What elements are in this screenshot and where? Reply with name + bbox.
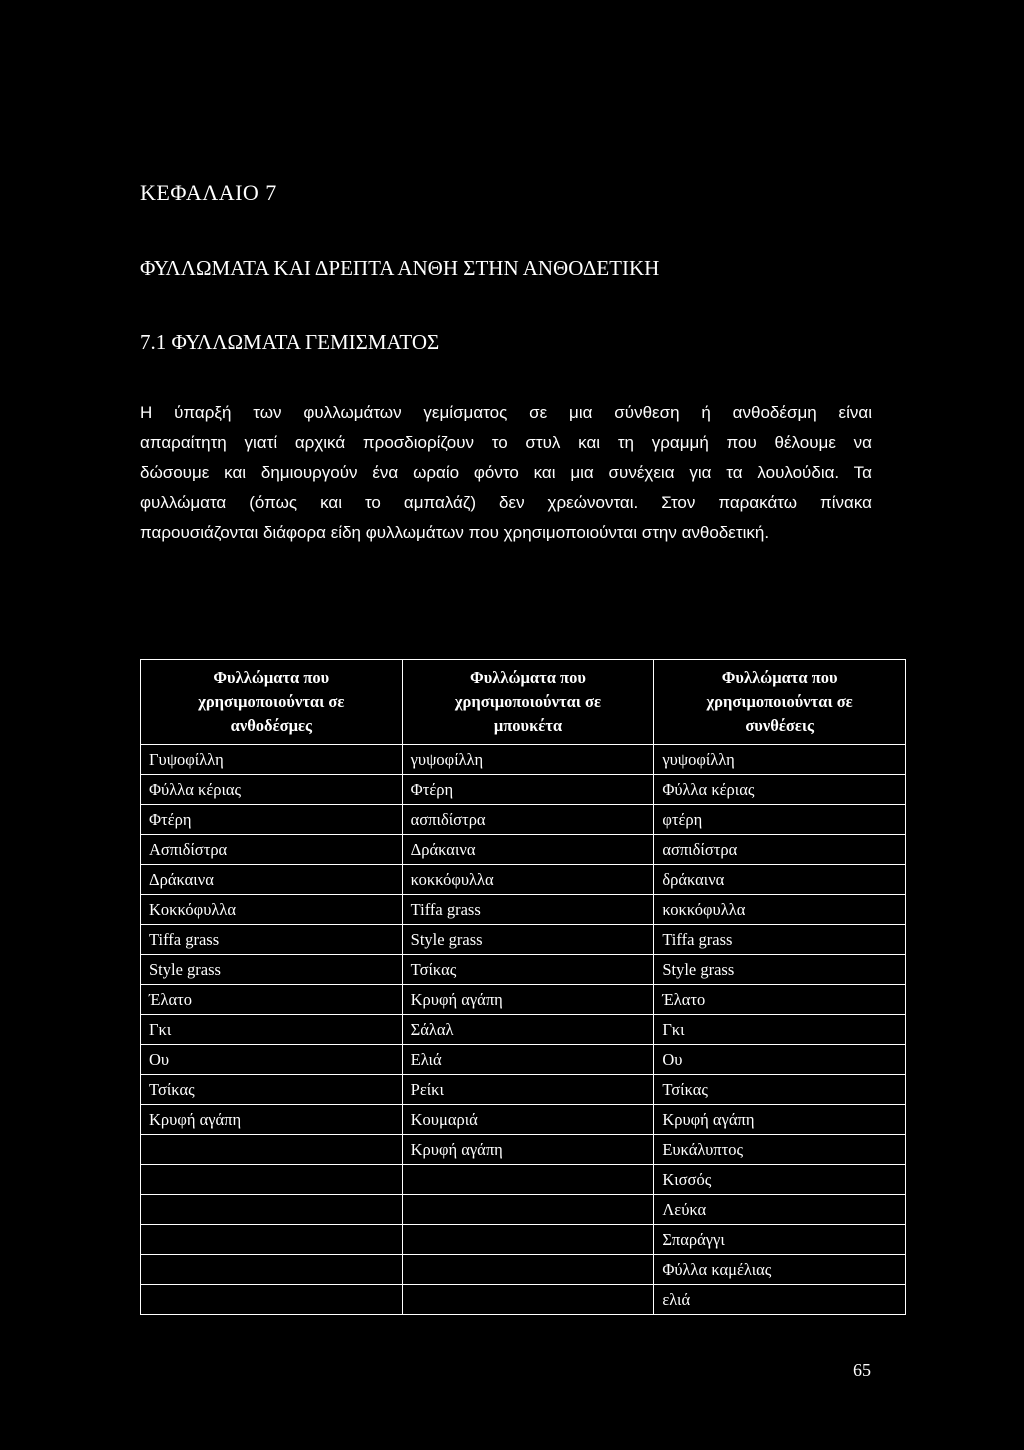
column-header-line: χρησιμοποιούνται σε <box>706 692 853 711</box>
table-cell <box>141 1225 403 1255</box>
table-row <box>141 1045 906 1075</box>
table-cell: Ασπιδίστρα <box>141 835 403 865</box>
table-row <box>141 1015 906 1045</box>
table-row <box>141 1135 906 1165</box>
table-header-row <box>141 660 906 745</box>
table-cell: φτέρη <box>654 805 906 835</box>
table-cell: Ελιά <box>402 1045 654 1075</box>
chapter-title: ΦΥΛΛΩΜΑΤΑ ΚΑΙ ΔΡΕΠΤΑ ΑΝΘΗ ΣΤΗΝ ΑΝΘΟΔΕΤΙΚΗ <box>140 256 660 280</box>
table-cell: Γκι <box>654 1015 906 1045</box>
column-header-line: χρησιμοποιούνται σε <box>198 692 345 711</box>
table-row <box>141 865 906 895</box>
column-header <box>654 660 906 745</box>
table-row <box>141 925 906 955</box>
table-cell: Φτέρη <box>402 775 654 805</box>
table-cell: Λεύκα <box>654 1195 906 1225</box>
column-header-line: συνθέσεις <box>745 716 814 735</box>
table-row <box>141 1195 906 1225</box>
table-row <box>141 1285 906 1315</box>
table-row <box>141 1255 906 1285</box>
paragraph-line: απαραίτητη γιατί αρχικά προσδιορίζουν το στυλ και τη γραμμή που θέλουμε να <box>140 433 872 452</box>
table-cell: Φύλλα καμέλιας <box>654 1255 906 1285</box>
table-row <box>141 1225 906 1255</box>
table-cell: Τσίκας <box>402 955 654 985</box>
table-cell: Φτέρη <box>141 805 403 835</box>
table-cell <box>402 1195 654 1225</box>
table-body <box>141 745 906 1315</box>
table-cell: Tiffa grass <box>141 925 403 955</box>
column-header-line: Φυλλώματα που <box>213 668 330 687</box>
table-cell <box>141 1165 403 1195</box>
table-cell: δράκαινα <box>654 865 906 895</box>
column-header <box>402 660 654 745</box>
table-cell: Σπαράγγι <box>654 1225 906 1255</box>
table-row <box>141 1075 906 1105</box>
section-heading: 7.1 ΦΥΛΛΩΜΑΤΑ ΓΕΜΙΣΜΑΤΟΣ <box>140 330 440 354</box>
table-cell: Style grass <box>402 925 654 955</box>
table-cell: γυψοφίλλη <box>654 745 906 775</box>
table-cell: Ευκάλυπτος <box>654 1135 906 1165</box>
table-cell <box>402 1165 654 1195</box>
foliage-table <box>140 659 906 1315</box>
table-cell: Έλατο <box>654 985 906 1015</box>
table-cell: Φύλλα κέριας <box>141 775 403 805</box>
table-row <box>141 985 906 1015</box>
table-cell <box>402 1285 654 1315</box>
table-cell: Κουμαριά <box>402 1105 654 1135</box>
table-cell <box>141 1285 403 1315</box>
table-cell: Style grass <box>141 955 403 985</box>
table-cell <box>141 1135 403 1165</box>
table-cell: Φύλλα κέριας <box>654 775 906 805</box>
table-cell: κοκκόφυλλα <box>402 865 654 895</box>
table-cell: Τσίκας <box>654 1075 906 1105</box>
table-cell: γυψοφίλλη <box>402 745 654 775</box>
table-cell: Ου <box>654 1045 906 1075</box>
paragraph-line: φυλλώματα (όπως και το αμπαλάζ) δεν χρεώνονται. Στον παρακάτω πίνακα <box>140 493 872 512</box>
table-cell: Tiffa grass <box>654 925 906 955</box>
table-cell <box>141 1195 403 1225</box>
column-header-line: ανθοδέσμες <box>230 716 313 735</box>
table-cell: Κοκκόφυλλα <box>141 895 403 925</box>
table-cell: Κισσός <box>654 1165 906 1195</box>
table-row <box>141 775 906 805</box>
table-cell: Κρυφή αγάπη <box>141 1105 403 1135</box>
table-cell: Ρείκι <box>402 1075 654 1105</box>
table-cell: Τσίκας <box>141 1075 403 1105</box>
table-cell: Style grass <box>654 955 906 985</box>
table-cell: Γκι <box>141 1015 403 1045</box>
table-cell: Σάλαλ <box>402 1015 654 1045</box>
table-cell: κοκκόφυλλα <box>654 895 906 925</box>
table-cell: Έλατο <box>141 985 403 1015</box>
table-cell: Ου <box>141 1045 403 1075</box>
table-row <box>141 745 906 775</box>
table-cell: Κρυφή αγάπη <box>402 985 654 1015</box>
column-header-line: Φυλλώματα που <box>721 668 838 687</box>
table-cell <box>402 1255 654 1285</box>
table-cell: Κρυφή αγάπη <box>654 1105 906 1135</box>
table-cell: Δράκαινα <box>402 835 654 865</box>
table-cell: ασπιδίστρα <box>402 805 654 835</box>
table-row <box>141 835 906 865</box>
column-header-line: Φυλλώματα που <box>470 668 586 687</box>
table-row <box>141 895 906 925</box>
column-header <box>141 660 403 745</box>
table-cell: ασπιδίστρα <box>654 835 906 865</box>
column-header-line: μπουκέτα <box>493 716 563 735</box>
table-cell: Δράκαινα <box>141 865 403 895</box>
table-cell: Tiffa grass <box>402 895 654 925</box>
table-row <box>141 955 906 985</box>
table-row <box>141 1105 906 1135</box>
table-cell <box>402 1225 654 1255</box>
column-header-line: χρησιμοποιούνται σε <box>454 692 602 711</box>
paragraph-line: Η ύπαρξή των φυλλωμάτων γεμίσματος σε μια σύνθεση ή ανθοδέσμη είναι <box>140 403 872 422</box>
intro-paragraph <box>140 398 872 548</box>
page-number: 65 <box>853 1360 871 1380</box>
table-cell <box>141 1255 403 1285</box>
paragraph-line: δώσουμε και δημιουργούν ένα ωραίο φόντο και μια συνέχεια για τα λουλούδια. Τα <box>140 463 872 482</box>
table-row <box>141 1165 906 1195</box>
table-cell: Γυψοφίλλη <box>141 745 403 775</box>
paragraph-line: παρουσιάζονται διάφορα είδη φυλλωμάτων που χρησιμοποιούνται στην ανθοδετική. <box>140 523 770 542</box>
table-cell: Κρυφή αγάπη <box>402 1135 654 1165</box>
table-row <box>141 805 906 835</box>
chapter-heading: ΚΕΦΑΛΑΙΟ 7 <box>140 180 277 205</box>
table-cell: ελιά <box>654 1285 906 1315</box>
